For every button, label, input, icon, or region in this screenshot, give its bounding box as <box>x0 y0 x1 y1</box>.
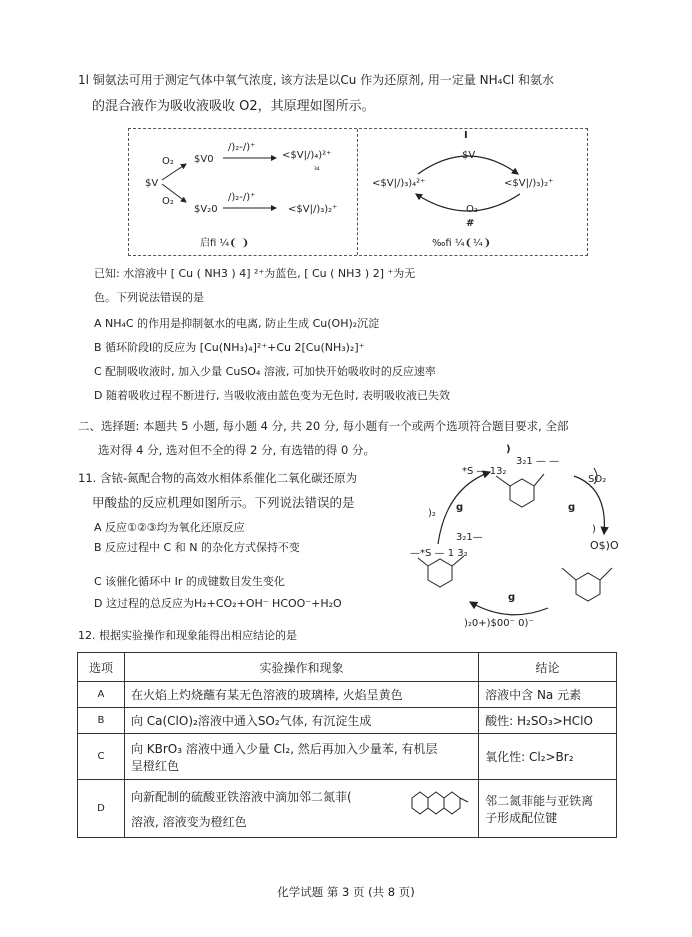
phenanthroline-structure <box>406 782 472 822</box>
q11-diag-right-mol: O$)O <box>590 539 619 552</box>
q11-diag-g-bottom: g <box>508 592 516 603</box>
diag-left-caption: 启fi ¼❨ ❩ <box>200 238 250 249</box>
row-c-option: C <box>78 734 125 780</box>
row-a-operation-text: 在火焰上灼烧蘸有某无色溶液的玻璃棒, 火焰呈黄色 <box>130 688 403 702</box>
header-conclusion: 结论 <box>479 653 617 682</box>
diag-right-mark-top: I <box>464 130 468 141</box>
row-b-option: B <box>78 708 125 734</box>
q11-diag-so2: SO₂ <box>588 474 607 485</box>
right-ring <box>576 573 600 601</box>
q11-diag-left-mol-b: —*S — 1 3₂ <box>410 548 468 559</box>
diag-right-caption: ‰fi ¼❨¼❩ <box>432 238 492 249</box>
q11-diag-g-left: g <box>456 502 464 513</box>
q10-option-c: C 配制吸收液时, 加入少量 CuSO₄ 溶液, 可加快开始吸收时的反应速率 <box>94 365 436 378</box>
q11-diag-g-right: g <box>568 502 576 513</box>
q10-diagram-arrows <box>128 128 586 254</box>
q11-stem-line2: 甲酸盐的反应机理如图所示。下列说法错误的是 <box>92 495 355 510</box>
q10-known-line1: 已知: 水溶液中 [ Cu ( NH3 ) 4] ²⁺为蓝色, [ Cu ( NH3 ) 2] ⁺为无 <box>94 267 416 280</box>
row-d-conclusion <box>479 780 617 838</box>
row-d-operation-line1: 向新配制的硫酸亚铁溶液中滴加邻二氮菲( <box>130 789 352 804</box>
diag-right-mark-bottom: # <box>466 218 475 229</box>
table-row <box>78 734 617 780</box>
diag-left-arrow-top: /)₂-/)⁺ <box>228 142 256 153</box>
diag-left-o2-top: O₂ <box>162 156 174 167</box>
diag-right-sv: $V <box>462 150 476 161</box>
diag-left-prod-top-sub: ₃₄ <box>314 164 320 172</box>
q10-known-line2: 色。下列说法错误的是 <box>94 291 204 304</box>
diag-left-sv0: $V0 <box>194 154 214 165</box>
diag-right-left-ion: <$V|/)₃)₄²⁺ <box>372 178 426 189</box>
q11-option-d: D 这过程的总反应为H₂+CO₂+OH⁻ HCOO⁻+H₂O <box>94 597 342 610</box>
row-c-operation-line1: 向 KBrO₃ 溶液中通入少量 Cl₂, 然后再加入少量苯, 有机层 <box>130 741 438 756</box>
row-d-operation <box>124 780 478 838</box>
diag-right-right-ion: <$V|/)₃)₂⁺ <box>504 178 554 189</box>
row-c-conclusion <box>479 734 617 780</box>
row-a-operation <box>124 682 478 708</box>
q11-diag-top-paren: ) <box>506 444 511 455</box>
table-row <box>78 682 617 708</box>
q12-table <box>77 652 617 838</box>
row-b-conclusion <box>479 708 617 734</box>
row-d-conclusion-line1: 邻二氮菲能与亚铁离 <box>485 793 594 808</box>
q11-diag-bottom-text: )₂0+)$00⁻ 0)⁻ <box>464 618 534 629</box>
diag-left-sv20: $V₂0 <box>194 204 218 215</box>
row-b-operation <box>124 708 478 734</box>
q11-diag-right-paren: ) <box>592 524 596 535</box>
header-option: 选项 <box>78 653 125 682</box>
section2-line1: 二、选择题: 本题共 5 小题, 每小题 4 分, 共 20 分, 每小题有一个或两个选项符合题目要求, 全部 <box>78 419 569 433</box>
table-row <box>78 708 617 734</box>
row-d-option: D <box>78 780 125 838</box>
row-a-option: A <box>78 682 125 708</box>
diag-right-o2: O₂ <box>466 204 478 215</box>
left-ring <box>428 559 452 587</box>
q10-stem-line1: 1l 铜氨法可用于测定气体中氧气浓度, 该方法是以Cu 作为还原剂, 用一定量 NH₄Cl 和氨水 <box>78 73 554 87</box>
diag-left-sv: $V <box>145 178 159 189</box>
diag-left-prod-bottom: <$V|/)₃)₂⁺ <box>288 204 338 215</box>
row-a-conclusion-text: 溶液中含 Na 元素 <box>485 688 582 702</box>
top-ring <box>510 479 534 507</box>
row-b-conclusion-text: 酸性: H₂SO₃>HClO <box>485 714 593 728</box>
q11-option-c: C 该催化循环中 Ir 的成键数目发生变化 <box>94 575 285 588</box>
table-header-row <box>78 653 617 682</box>
q11-option-a: A 反应①②③均为氧化还原反应 <box>94 521 245 534</box>
q11-diag-top-label: *S — 13₂ <box>462 466 507 477</box>
q10-option-b: B 循环阶段Ⅰ的反应为 [Cu(NH₃)₄]²⁺+Cu 2[Cu(NH₃)₂]⁺ <box>94 341 365 354</box>
q11-diag-top-right: 3₂1 — — <box>516 456 560 467</box>
row-c-operation <box>124 734 478 780</box>
q12-stem: 12. 根据实验操作和现象能得出相应结论的是 <box>78 629 297 642</box>
q10-stem-line2: 的混合液作为吸收液吸收 O2，其原理如图所示。 <box>92 99 375 114</box>
table-row <box>78 780 617 838</box>
q11-diag-left-paren: )₂ <box>428 508 436 519</box>
diag-left-o2-bottom: O₂ <box>162 196 174 207</box>
q10-option-d: D 随着吸收过程不断进行, 当吸收液由蓝色变为无色时, 表明吸收液已失效 <box>94 389 450 402</box>
row-d-operation-line2: 溶液, 溶液变为橙红色 <box>130 814 247 829</box>
section2-line2: 选对得 4 分, 选对但不全的得 2 分, 有选错的得 0 分。 <box>98 443 376 457</box>
diag-left-prod-top: <$V|/)₄)²⁺ <box>282 150 332 161</box>
q10-option-a: A NH₄C 的作用是抑制氨水的电离, 防止生成 Cu(OH)₂沉淀 <box>94 317 380 330</box>
q11-stem-line1: 11. 含铱-氮配合物的高效水相体系催化二氧化碳还原为 <box>78 471 358 485</box>
row-a-conclusion <box>479 682 617 708</box>
header-operation: 实验操作和现象 <box>124 653 478 682</box>
row-c-operation-line2: 呈橙红色 <box>130 758 179 773</box>
q11-diag-left-mol-a: 3₂1— <box>456 532 483 543</box>
row-b-operation-text: 向 Ca(ClO)₂溶液中通入SO₂气体, 有沉淀生成 <box>130 714 372 728</box>
diag-left-arrow-bottom: /)₂-/)⁺ <box>228 192 256 203</box>
row-c-conclusion-text: 氧化性: Cl₂>Br₂ <box>485 750 574 764</box>
row-d-conclusion-line2: 子形成配位键 <box>485 810 558 825</box>
q11-option-b: B 反应过程中 C 和 N 的杂化方式保持不变 <box>94 541 300 554</box>
page-footer: 化学试题 第 3 页 (共 8 页) <box>277 885 415 899</box>
